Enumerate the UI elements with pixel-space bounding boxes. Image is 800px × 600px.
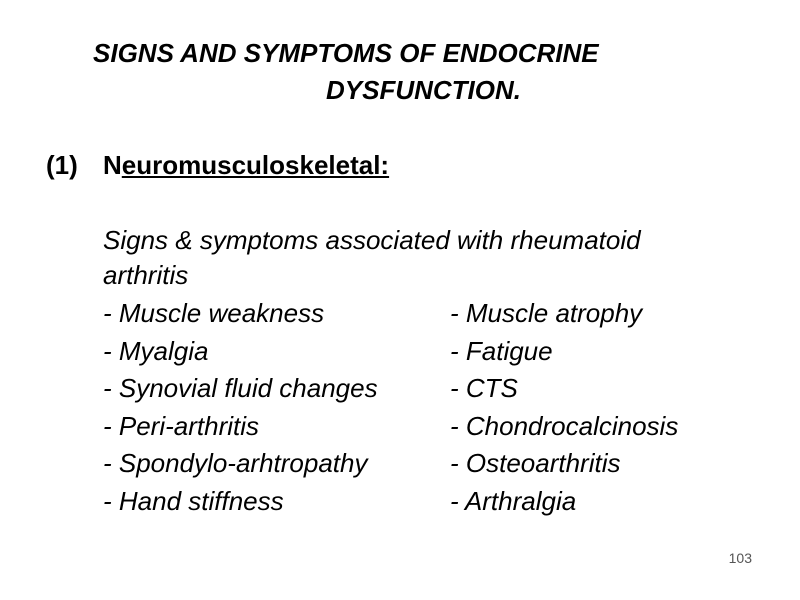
symptom-list — [103, 295, 763, 520]
symptom-row — [103, 295, 763, 333]
symptom-right-item: - Arthralgia — [450, 485, 577, 516]
symptom-left-item: - Peri-arthritis — [103, 410, 260, 441]
symptom-right-item: - CTS — [450, 373, 518, 403]
intro-text-line-1: Signs & symptoms associated with rheumatoid — [103, 225, 641, 255]
title-line-2: DYSFUNCTION. — [326, 75, 521, 105]
symptom-row — [103, 408, 763, 446]
intro-text-line-2: arthritis — [103, 260, 189, 290]
symptom-left-item: - Hand stiffness — [103, 485, 284, 516]
symptom-right-item: - Osteoarthritis — [450, 448, 621, 478]
title-line-1: SIGNS AND SYMPTOMS OF ENDOCRINE — [93, 38, 599, 68]
symptom-right-item: - Chondrocalcinosis — [450, 410, 679, 441]
symptom-row — [103, 445, 763, 483]
symptom-left-item: - Spondylo-arhtropathy — [103, 448, 368, 478]
symptom-row — [103, 483, 763, 521]
symptom-right-item: - Muscle atrophy — [450, 298, 643, 328]
section-heading — [46, 146, 389, 184]
symptom-left-item: - Synovial fluid changes — [103, 373, 378, 403]
symptom-row — [103, 370, 763, 408]
symptom-left-item: - Muscle weakness — [103, 298, 325, 328]
section-title — [103, 150, 389, 180]
symptom-row — [103, 333, 763, 371]
symptom-left-item: - Myalgia — [103, 335, 209, 366]
section-title-rest: euromusculoskeletal: — [121, 150, 390, 180]
section-number: (1) — [46, 150, 78, 180]
symptom-right-item: - Fatigue — [450, 335, 553, 366]
page-number: 103 — [728, 550, 752, 566]
section-title-first-letter: N — [103, 150, 122, 180]
